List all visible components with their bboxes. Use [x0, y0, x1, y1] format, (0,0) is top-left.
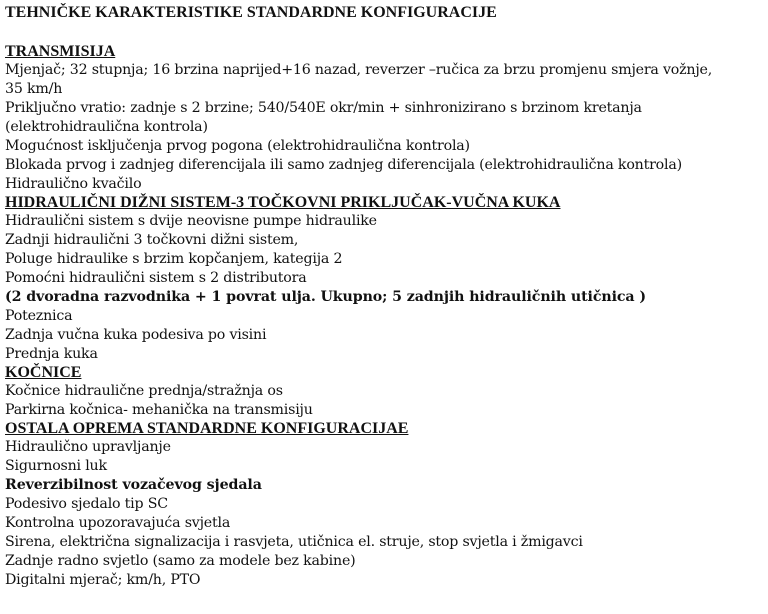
hidraulika-bold-line: (2 dvoradna razvodnika + 1 povrat ulja. Ukupno; 5 zadnjih hidrauličnih utičnica ) [5, 289, 646, 305]
transmisija-line-6: Blokada prvog i zadnjeg diferencijala ili samo zadnjeg diferencijala (elektrohidraulična kontrola) [5, 157, 682, 173]
kocnice-line-1: Kočnice hidraulične prednja/stražnja os [5, 383, 283, 399]
oprema-line-5: Sirena, električna signalizacija i rasvjeta, utičnica el. struje, stop svjetla i žmigavci [5, 534, 583, 550]
kocnice-line-2: Parkirna kočnica- mehanička na transmisiju [5, 402, 313, 418]
transmisija-line-3: Priključno vratio: zadnje s 2 brzine; 540/540E okr/min + sinhronizirano s brzinom kretanja [5, 100, 642, 116]
section-heading-transmisija: TRANSMISIJA [5, 43, 116, 60]
oprema-line-3: Podesivo sjedalo tip SC [5, 496, 168, 512]
document-title: TEHNIČKE KARAKTERISTIKE STANDARDNE KONFIGURACIJE [5, 4, 497, 21]
oprema-line-1: Hidraulično upravljanje [5, 439, 171, 455]
transmisija-line-5: Mogućnost isključenja prvog pogona (elektrohidraulična kontrola) [5, 138, 470, 154]
hidraulika-line-5: Poteznica [5, 308, 73, 324]
hidraulika-line-2: Zadnji hidraulični 3 točkovni dižni sistem, [5, 232, 299, 248]
oprema-line-2: Sigurnosni luk [5, 458, 107, 474]
transmisija-line-7: Hidraulično kvačilo [5, 176, 142, 192]
transmisija-line-1: Mjenjač; 32 stupnja; 16 brzina naprijed+16 nazad, reverzer –ručica za brzu promjenu smjera vožnje, [5, 62, 713, 78]
hidraulika-line-3: Poluge hidraulike s brzim kopčanjem, kategija 2 [5, 251, 343, 267]
hidraulika-line-1: Hidraulični sistem s dvije neovisne pumpe hidraulike [5, 213, 377, 229]
section-heading-hidraulika: HIDRAULIČNI DIŽNI SISTEM-3 TOČKOVNI PRIKLJUČAK-VUČNA KUKA [5, 194, 561, 211]
hidraulika-line-4: Pomoćni hidraulični sistem s 2 distributora [5, 270, 307, 286]
oprema-line-4: Kontrolna upozoravajuća svjetla [5, 515, 231, 531]
section-heading-ostala-oprema: OSTALA OPREMA STANDARDNE KONFIGURACIJAE [5, 420, 409, 437]
hidraulika-line-6: Zadnja vučna kuka podesiva po visini [5, 327, 267, 343]
transmisija-line-2: 35 km/h [5, 81, 63, 97]
hidraulika-line-7: Prednja kuka [5, 346, 98, 362]
oprema-line-6: Zadnje radno svjetlo (samo za modele bez kabine) [5, 553, 356, 569]
section-heading-kocnice: KOČNICE [5, 364, 82, 381]
oprema-bold-line: Reverzibilnost vozačevog sjedala [5, 477, 262, 493]
transmisija-line-4: (elektrohidraulična kontrola) [5, 119, 208, 135]
oprema-line-7: Digitalni mjerač; km/h, PTO [5, 572, 201, 588]
